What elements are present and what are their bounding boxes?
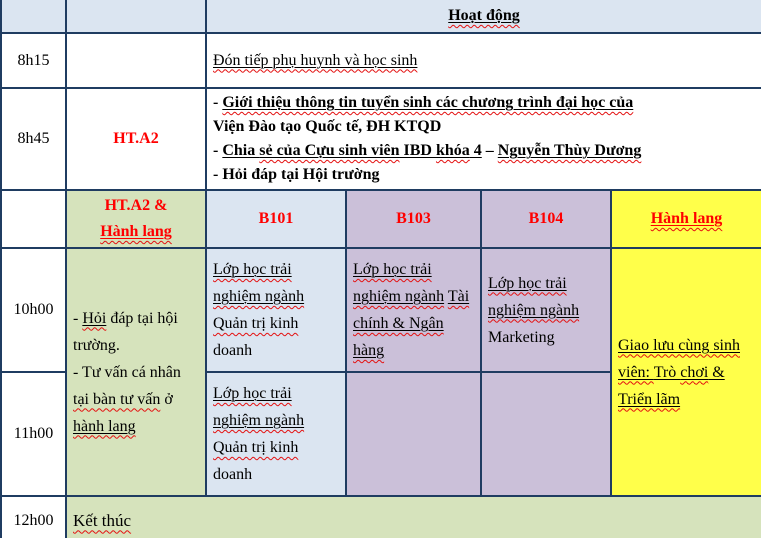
- b104-empty-11h00: [481, 372, 611, 496]
- location-b103: B103: [346, 190, 481, 248]
- time-8h45: 8h45: [1, 88, 66, 190]
- location-8h15-empty: [66, 33, 206, 88]
- time-12h00: 12h00: [1, 496, 66, 538]
- hanhlang-activity-cell: Giao lưu cùng sinh viên: Trò chơi & Triển lãm: [611, 248, 761, 496]
- b101-class-10h00: Lớp học trải nghiệm ngành Quản trị kinh doanh: [206, 248, 346, 372]
- time-11h00: 11h00: [1, 372, 66, 496]
- activity-8h45-presentation: - Giới thiệu thông tin tuyển sinh các chương trình đại học của Viện Đào tạo Quốc tế, ĐH KTQD - Chia sẻ của Cựu sinh viên IBD khóa 4 – Nguyễn Thùy Dương - Hỏi đáp tại Hội trường: [206, 88, 761, 190]
- location-b101: B101: [206, 190, 346, 248]
- location-b104: B104: [481, 190, 611, 248]
- b104-class-10h00: Lớp học trải nghiệm ngành Marketing: [481, 248, 611, 372]
- activity-column-header: Hoạt động: [206, 0, 761, 33]
- time-8h15: 8h15: [1, 33, 66, 88]
- location-hta2-hanhlang: HT.A2 & Hành lang: [66, 190, 206, 248]
- b103-empty-11h00: [346, 372, 481, 496]
- activity-8h15-welcome: Đón tiếp phụ huynh và học sinh: [206, 33, 761, 88]
- header-empty-time-cell: [1, 0, 66, 33]
- time-10h00: 10h00: [1, 248, 66, 372]
- room-ht-a2: HT.A2: [66, 88, 206, 190]
- b101-class-11h00: Lớp học trải nghiệm ngành Quản trị kinh doanh: [206, 372, 346, 496]
- closing-cell: Kết thúc: [66, 496, 761, 538]
- location-row-empty-cell: [1, 190, 66, 248]
- consulting-cell: - Hỏi đáp tại hội trường. - Tư vấn cá nhân tại bàn tư vấn ở hành lang: [66, 248, 206, 496]
- location-hanhlang: Hành lang: [611, 190, 761, 248]
- header-empty-location-cell: [66, 0, 206, 33]
- b103-class-10h00: Lớp học trải nghiệm ngành Tài chính & Ngân hàng: [346, 248, 481, 372]
